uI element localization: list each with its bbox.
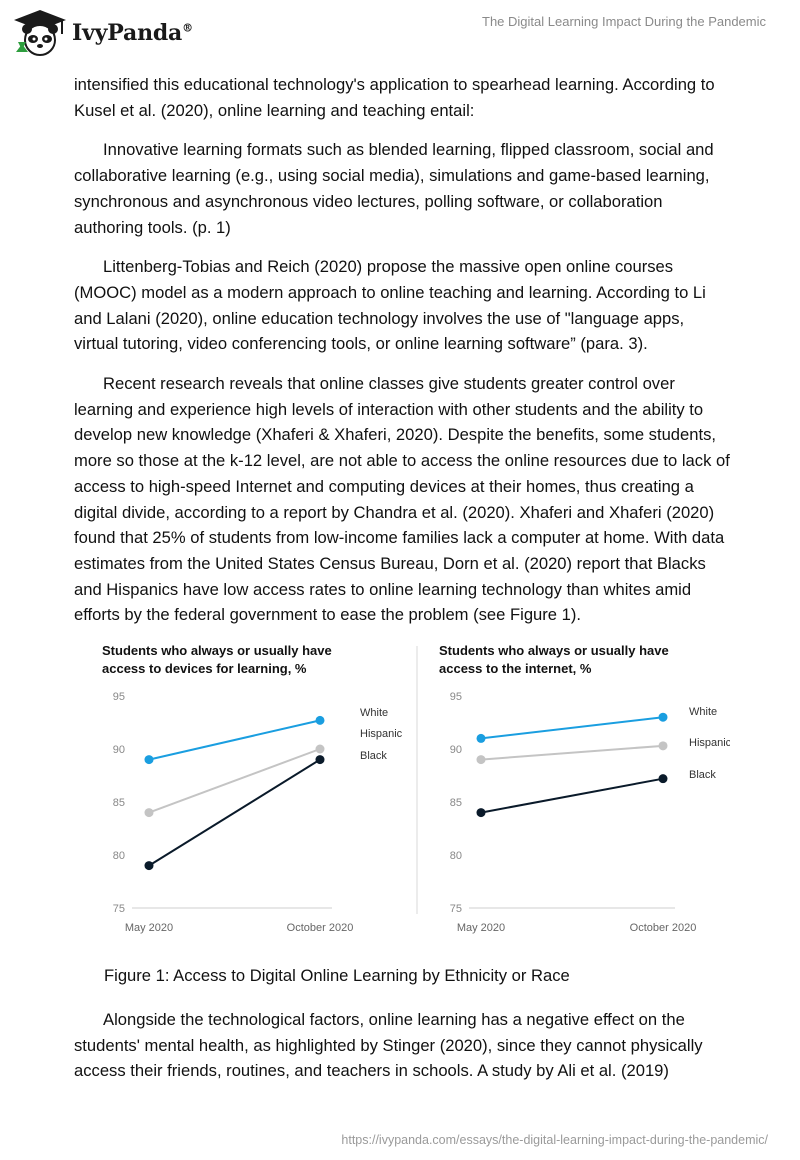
paragraph: Recent research reveals that online classes give students greater control over learning and experience high levels of interaction with other students and the ability to develop new knowledge (Xhaferi & Xhaferi, 2020). Despite the benefits, some students, more so those at the k-12 level, are not able to access the online resources due to lack of access to high-speed Internet and computing devices at their homes, thus creating a digital divide, according to a report by Chandra et al. (2020). Xhaferi and Xhaferi (2020) found that 25% of students from low-income families lack a computer at home. With data estimates from the United States Census Bureau, Dorn et al. (2020) report that Blacks and Hispanics have low access rates to online learning technology than whites amid efforts by the federal government to ease the problem (see Figure 1).	[74, 374, 730, 625]
chart-title-line: access to devices for learning, %	[102, 661, 307, 676]
x-tick-label: May 2020	[124, 922, 174, 934]
logo-text: IvyPanda®	[72, 20, 193, 46]
x-tick-label: October 2020	[286, 922, 354, 934]
y-tick-label: 95	[449, 691, 462, 703]
x-tick-label: May 2020	[456, 922, 506, 934]
series-line-white	[481, 717, 663, 738]
panda-graduate-icon	[12, 8, 68, 58]
y-tick-label: 90	[112, 744, 125, 756]
legend-label: Hispanic	[689, 737, 730, 749]
paragraph: intensified this educational technology's application to spearhead learning. According to Kusel et al. (2020), online learning and teaching entail:	[74, 75, 715, 120]
data-point-hispanic	[145, 808, 154, 817]
chart-title-line: access to the internet, %	[439, 661, 592, 676]
figure-caption: Figure 1: Access to Digital Online Learning by Ethnicity or Race	[104, 966, 570, 985]
series-line-black	[481, 779, 663, 813]
page-header	[0, 0, 800, 70]
legend-label: Black	[360, 750, 387, 762]
block-quote: Innovative learning formats such as blended learning, flipped classroom, social and collaborative learning (e.g., using social media), simulations and game-based learning, synchronous and asynchronous video lectures, polling software, or collaboration authoring tools. (p. 1)	[74, 140, 714, 237]
data-point-white	[477, 734, 486, 743]
data-point-white	[659, 713, 668, 722]
series-line-white	[149, 720, 320, 759]
y-tick-label: 75	[449, 903, 462, 915]
series-line-black	[149, 760, 320, 866]
paragraph: Littenberg-Tobias and Reich (2020) propose the massive open online courses (MOOC) model as a modern approach to online teaching and learning. According to Li and Lalani (2020), online education technology involves the use of "language apps, virtual tutoring, video conferencing tools, or online learning software” (para. 3).	[74, 257, 706, 354]
essay-body-continued	[74, 1007, 730, 1084]
chart-title-line: Students who always or usually have	[439, 643, 669, 658]
y-tick-label: 80	[112, 850, 125, 862]
data-point-hispanic	[659, 741, 668, 750]
data-point-white	[145, 755, 154, 764]
document-title: The Digital Learning Impact During the Pandemic	[482, 14, 766, 29]
figure-charts	[74, 632, 730, 952]
data-point-hispanic	[316, 745, 325, 754]
ivypanda-logo[interactable]	[12, 8, 193, 58]
data-point-black	[316, 755, 325, 764]
series-line-hispanic	[149, 749, 320, 813]
x-tick-label: October 2020	[629, 922, 697, 934]
legend-label: White	[360, 707, 389, 719]
y-tick-label: 80	[449, 850, 462, 862]
chart-title-line: Students who always or usually have	[102, 643, 332, 658]
source-url[interactable]: https://ivypanda.com/essays/the-digital-learning-impact-during-the-pandemic/	[341, 1133, 768, 1147]
essay-body	[74, 72, 730, 642]
legend-label: Black	[689, 769, 716, 781]
figure-1	[74, 632, 730, 952]
y-tick-label: 75	[112, 903, 125, 915]
y-tick-label: 85	[112, 797, 125, 809]
data-point-black	[477, 808, 486, 817]
series-line-hispanic	[481, 746, 663, 760]
data-point-hispanic	[477, 755, 486, 764]
y-tick-label: 95	[112, 691, 125, 703]
y-tick-label: 85	[449, 797, 462, 809]
legend-label: Hispanic	[360, 728, 403, 740]
data-point-white	[316, 716, 325, 725]
y-tick-label: 90	[449, 744, 462, 756]
data-point-black	[145, 861, 154, 870]
legend-label: White	[689, 706, 718, 718]
data-point-black	[659, 774, 668, 783]
paragraph: Alongside the technological factors, online learning has a negative effect on the students' mental health, as highlighted by Stinger (2020), since they cannot physically access their friends, routines, and teachers in schools. A study by Ali et al. (2019)	[74, 1010, 703, 1081]
